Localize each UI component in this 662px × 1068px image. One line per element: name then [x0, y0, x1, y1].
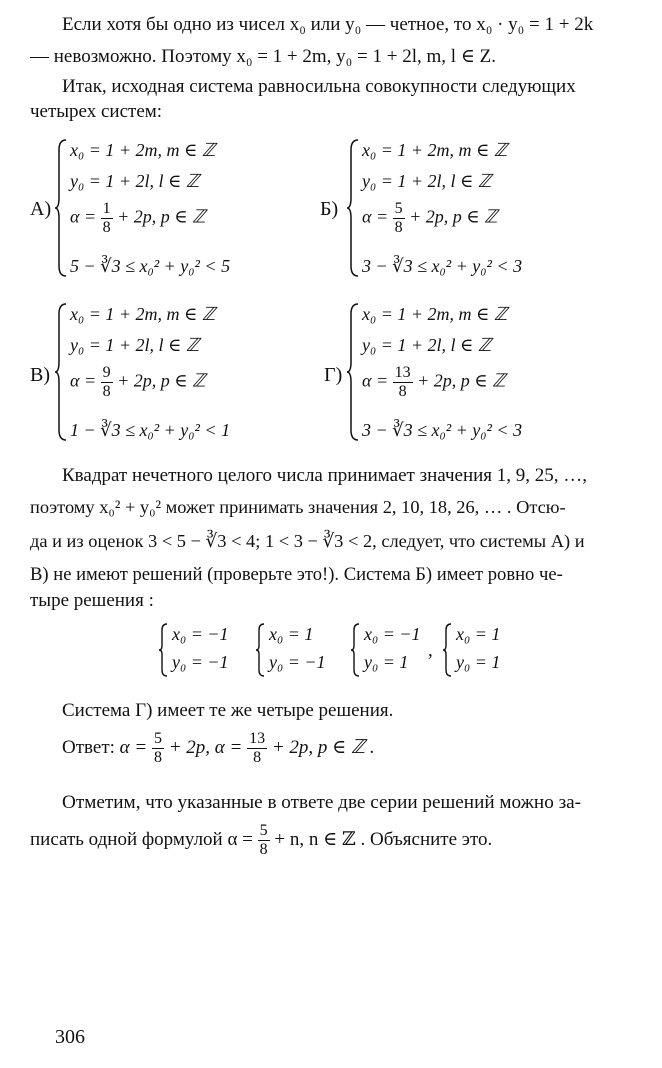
- formula-fraction: $\frac{5}{8}$: [259, 822, 268, 858]
- system-row: 1 − ∛3 ≤ x₀² + y₀² < 1: [70, 420, 231, 440]
- solution-4: [442, 622, 522, 682]
- system-row: y₀ = 1 + 2l, l ∈ ℤ: [70, 171, 200, 191]
- brace-icon: [158, 622, 168, 678]
- system-row-alpha: α = $\frac{9}{8}$ + 2p, p ∈ ℤ: [70, 364, 206, 400]
- system-row: y₀ = 1 + 2l, l ∈ ℤ: [362, 335, 492, 355]
- system-label: Б): [320, 198, 339, 220]
- system-label: В): [30, 364, 50, 386]
- system-row-alpha: α = $\frac{13}{8}$ + 2p, p ∈ ℤ: [362, 364, 506, 400]
- solution-3: [350, 622, 440, 682]
- solution-2: [255, 622, 345, 682]
- page-number: 306: [55, 1026, 85, 1048]
- system-label: Г): [324, 364, 343, 386]
- paragraph-line-9: тыре решения :: [30, 590, 154, 611]
- solution-y: y₀ = −1: [172, 652, 229, 672]
- system-v: [30, 302, 330, 452]
- system-row: x₀ = 1 + 2m, m ∈ ℤ: [362, 304, 508, 324]
- solution-1: [158, 622, 248, 682]
- system-row: 3 − ∛3 ≤ x₀² + y₀² < 3: [362, 420, 523, 440]
- system-row: 3 − ∛3 ≤ x₀² + y₀² < 3: [362, 256, 523, 276]
- answer-line: Ответ: α = $\frac{5}{8}$ + 2p, α = $\frac{13}{8}$ + 2p, p ∈ ℤ .: [62, 730, 375, 766]
- paragraph-line-10: Система Г) имеет те же четыре решения.: [62, 700, 394, 721]
- brace-icon: [346, 302, 360, 442]
- brace-icon: [350, 622, 360, 678]
- system-a: [30, 138, 330, 288]
- answer-fraction-1: $\frac{5}{8}$: [153, 730, 162, 766]
- brace-icon: [255, 622, 265, 678]
- paragraph-line-6: поэтому x₀² + y₀² может принимать значения 2, 10, 18, 26, … . Отсю-: [30, 497, 566, 517]
- solution-y: y₀ = −1: [269, 652, 326, 672]
- solution-x: x₀ = 1: [269, 624, 314, 644]
- paragraph-line-2: — невозможно. Поэтому x₀ = 1 + 2m, y₀ = 1 + 2l, m, l ∈ Z.: [30, 46, 496, 67]
- paragraph-line-7: да и из оценок 3 < 5 − ∛3 < 4; 1 < 3 − ∛3 < 2, следует, что системы А) и: [30, 531, 585, 551]
- paragraph-line-5: Квадрат нечетного целого числа принимает значения 1, 9, 25, …,: [62, 465, 588, 486]
- system-b: [320, 138, 640, 288]
- system-label: A): [30, 198, 52, 220]
- solution-separator: ,: [428, 640, 433, 661]
- system-row: x₀ = 1 + 2m, m ∈ ℤ: [70, 304, 216, 324]
- paragraph-line-1: Если хотя бы одно из чисел x₀ или y₀ — четное, то x₀ · y₀ = 1 + 2k: [62, 14, 594, 35]
- solution-y: y₀ = 1: [364, 652, 409, 672]
- brace-icon: [346, 138, 360, 278]
- paragraph-line-3: Итак, исходная система равносильна совокупности следующих: [62, 76, 576, 97]
- system-row: y₀ = 1 + 2l, l ∈ ℤ: [70, 335, 200, 355]
- paragraph-line-11: Отметим, что указанные в ответе две серии решений можно за-: [62, 792, 582, 813]
- solution-y: y₀ = 1: [456, 652, 501, 672]
- system-row-alpha: α = $\frac{1}{8}$ + 2p, p ∈ ℤ: [70, 200, 206, 236]
- paragraph-line-12: писать одной формулой α = $\frac{5}{8}$ + n, n ∈ ℤ . Объясните это.: [30, 822, 493, 858]
- system-row: x₀ = 1 + 2m, m ∈ ℤ: [362, 140, 508, 160]
- answer-label: Ответ:: [62, 736, 115, 758]
- solution-x: x₀ = −1: [172, 624, 229, 644]
- answer-fraction-2: $\frac{13}{8}$: [249, 730, 266, 766]
- system-row: 5 − ∛3 ≤ x₀² + y₀² < 5: [70, 256, 231, 276]
- system-row: x₀ = 1 + 2m, m ∈ ℤ: [70, 140, 216, 160]
- system-g: [320, 302, 640, 452]
- solution-x: x₀ = 1: [456, 624, 501, 644]
- brace-icon: [442, 622, 452, 678]
- brace-icon: [54, 138, 68, 278]
- system-row: y₀ = 1 + 2l, l ∈ ℤ: [362, 171, 492, 191]
- paragraph-line-8: В) не имеют решений (проверьте это!). Система Б) имеет ровно че-: [30, 564, 563, 585]
- brace-icon: [54, 302, 68, 442]
- system-row-alpha: α = $\frac{5}{8}$ + 2p, p ∈ ℤ: [362, 200, 498, 236]
- paragraph-line-4: четырех систем:: [30, 101, 163, 122]
- solution-x: x₀ = −1: [364, 624, 421, 644]
